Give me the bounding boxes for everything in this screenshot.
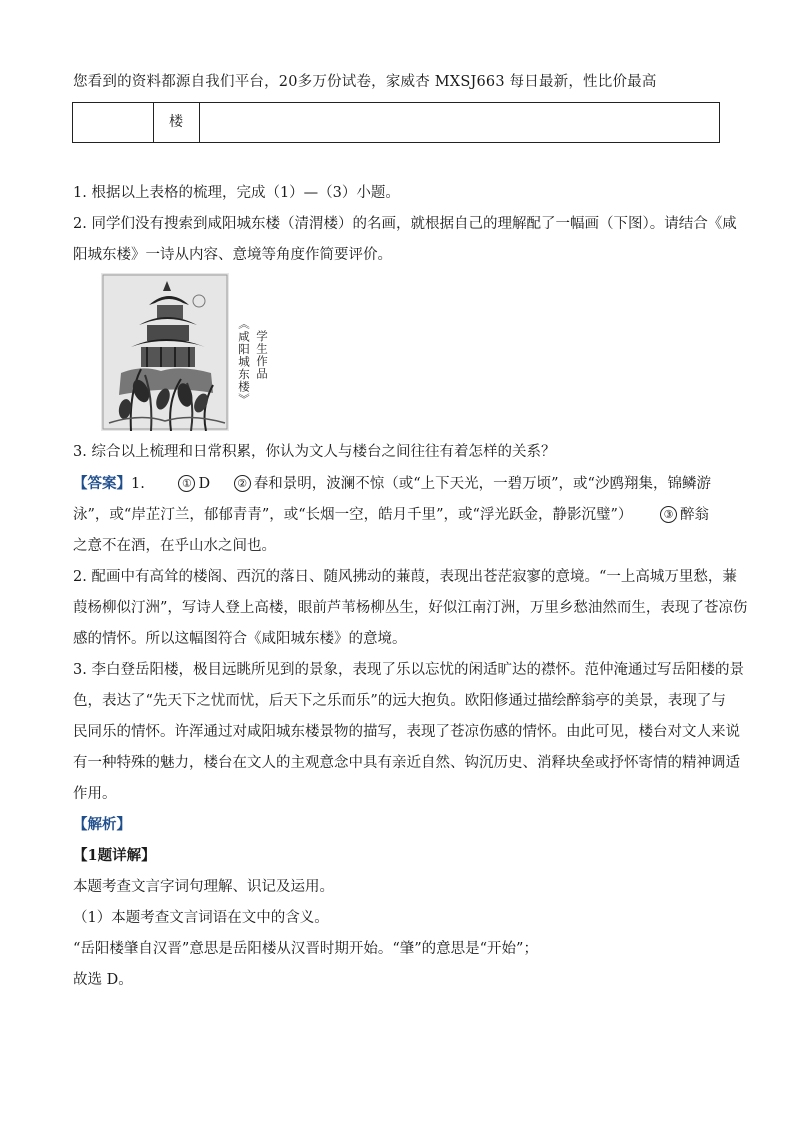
answer-3-line-1: 3. 李白登岳阳楼，极目远眺所见到的景象，表现了乐以忘忧的闲适旷达的襟怀。范仲淹通过写岳阳楼的景 [73, 662, 744, 678]
question-2-line-2: 阳城东楼》一诗从内容、意境等角度作简要评价。 [73, 247, 392, 263]
question-2-line-1: 2. 同学们没有搜索到咸阳城东楼（清渭楼）的名画，就根据自己的理解配了一幅画（下图）。请结合《咸 [73, 216, 737, 232]
answer-line-1 [73, 474, 711, 494]
answer-3-line-5: 作用。 [73, 786, 117, 802]
painting-caption-author: 学生作品 [255, 330, 269, 380]
table-cell-lou: 楼 [153, 103, 200, 142]
answer-3-line-3: 民同乐的情怀。许浑通过对咸阳城东楼景物的描写，表现了苍凉伤感的情怀。由此可见，楼台对文人来说 [73, 724, 740, 740]
question-3: 3. 综合以上梳理和日常积累，你认为文人与楼台之间往往有着怎样的关系？ [73, 444, 556, 460]
header-banner: 您看到的资料都源自我们平台，20多万份试卷，家威杏 MXSJ663 每日最新，性比价最高 [73, 74, 657, 90]
detail-line-3: “岳阳楼肇自汉晋”意思是岳阳楼从汉晋时期开始。“肇”的意思是“开始”； [73, 941, 538, 957]
answer-2-text: 春和景明，波澜不惊（或“上下天光，一碧万顷”，或“沙鸥翔集，锦鳞游 [253, 476, 711, 492]
question-1: 1. 根据以上表格的梳理，完成（1）—（3）小题。 [73, 185, 400, 201]
answer-label: 【答案】 [73, 475, 131, 492]
detail-line-2: （1）本题考查文言词语在文中的含义。 [73, 910, 329, 926]
answer-line-3: 之意不在酒，在乎山水之间也。 [73, 538, 276, 554]
answer-3-line-4: 有一种特殊的魅力，楼台在文人的主观意念中具有亲近自然、钩沉历史、消释块垒或抒怀寄情的精神调适 [73, 755, 740, 771]
student-painting [101, 273, 229, 431]
answer-line-2 [73, 505, 709, 525]
answer-3-text: 醉翁 [680, 507, 709, 523]
answer-2-line-2: 葭杨柳似汀洲”，写诗人登上高楼，眼前芦苇杨柳丛生，好似江南汀洲，万里乡愁油然而生，表现了苍凉伤 [73, 600, 748, 616]
answer-2-line-1: 2. 配画中有高耸的楼阁、西沉的落日、随风拂动的蒹葭，表现出苍茫寂寥的意境。“一上高城万里愁，蒹 [73, 569, 737, 585]
detail-heading-1: 【1题详解】 [73, 847, 156, 864]
answer-3-line-2: 色，表达了“先天下之忧而忧，后天下之乐而乐”的远大抱负。欧阳修通过描绘醉翁亭的美景，表现了与 [73, 693, 726, 709]
painting-caption-title: 《咸阳城东楼》 [237, 318, 251, 406]
circled-number-1: ① [178, 475, 195, 492]
table-cell-empty [73, 103, 154, 142]
answer-2-line-3: 感的情怀。所以这幅图符合《咸阳城东楼》的意境。 [73, 631, 407, 647]
answer-2-text-cont: 泳”，或“岸芷汀兰，郁郁青青”，或“长烟一空，皓月千里”，或“浮光跃金，静影沉璧”） [73, 507, 633, 523]
answer-1-choice: D [198, 476, 211, 492]
summary-table-row [72, 102, 720, 143]
analysis-label: 【解析】 [73, 816, 131, 833]
circled-number-2: ② [234, 475, 251, 492]
answer-num: 1. [131, 476, 145, 492]
detail-line-4: 故选 D。 [73, 972, 133, 988]
pavilion-ink-painting [101, 273, 229, 431]
detail-line-1: 本题考查文言字词句理解、识记及运用。 [73, 879, 334, 895]
circled-number-3: ③ [660, 506, 677, 523]
